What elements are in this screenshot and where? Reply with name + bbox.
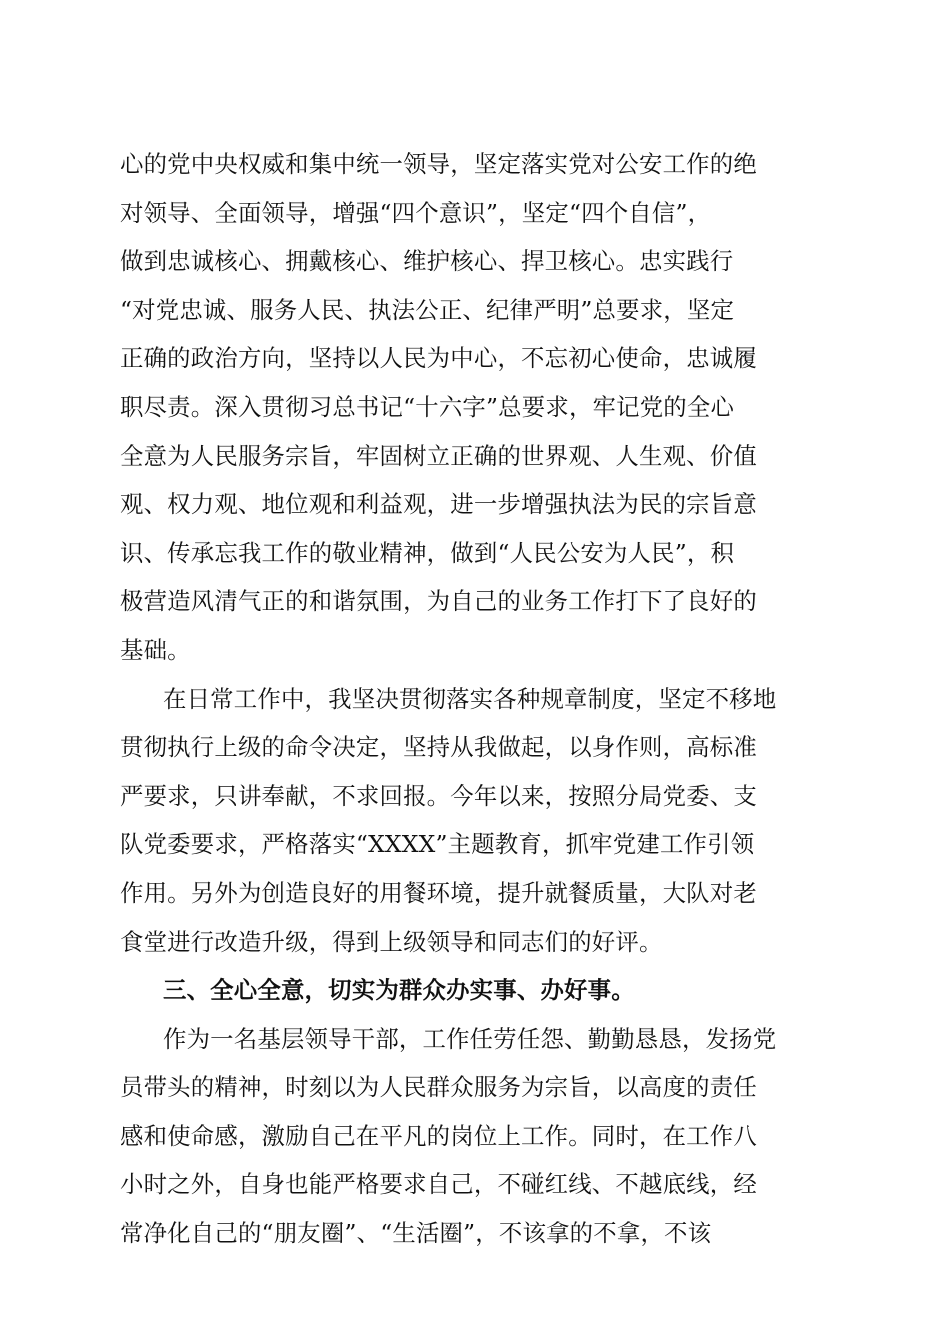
text-line: 观、权力观、地位观和利益观，进一步增强执法为民的宗旨意 — [120, 490, 757, 519]
text-line: 做到忠诚核心、拥戴核心、维护核心、捍卫核心。忠实践行 — [120, 247, 734, 276]
section-heading: 三、全心全意，切实为群众办实事、办好事。 — [163, 976, 635, 1005]
text-line: 正确的政治方向，坚持以人民为中心，不忘初心使命，忠诚履 — [120, 344, 757, 373]
text-line: 全意为人民服务宗旨，牢固树立正确的世界观、人生观、价值 — [120, 441, 757, 470]
text-line: 对领导、全面领导，增强“四个意识”，坚定“四个自信”， — [120, 198, 712, 227]
text-line: 员带头的精神，时刻以为人民群众服务为宗旨，以高度的责任 — [120, 1073, 757, 1102]
text-line: 严要求，只讲奉献，不求回报。今年以来，按照分局党委、支 — [120, 781, 757, 810]
text-line: 贯彻执行上级的命令决定，坚持从我做起，以身作则，高标准 — [120, 733, 757, 762]
text-line: 常净化自己的“朋友圈”、“生活圈”，不该拿的不拿，不该 — [120, 1219, 712, 1248]
text-line: 小时之外，自身也能严格要求自己，不碰红线、不越底线，经 — [120, 1170, 757, 1199]
text-line: 识、传承忘我工作的敬业精神，做到“人民公安为人民”，积 — [120, 538, 735, 567]
text-line: 基础。 — [120, 635, 191, 664]
paragraph-first-line: 作为一名基层领导干部，工作任劳任怨、勤勤恳恳，发扬党 — [163, 1024, 777, 1053]
text-line: 感和使命感，激励自己在平凡的岗位上工作。同时，在工作八 — [120, 1121, 757, 1150]
text-line: 职尽责。深入贯彻习总书记“十六字”总要求，牢记党的全心 — [120, 392, 735, 421]
text-line: 队党委要求，严格落实“XXXX”主题教育，抓牢党建工作引领 — [120, 830, 755, 859]
text-line: 心的党中央权威和集中统一领导，坚定落实党对公安工作的绝 — [120, 150, 757, 178]
text-line: 极营造风清气正的和谐氛围，为自己的业务工作打下了良好的 — [120, 587, 757, 616]
paragraph-first-line: 在日常工作中，我坚决贯彻落实各种规章制度，坚定不移地 — [163, 684, 777, 713]
text-line: “对党忠诚、服务人民、执法公正、纪律严明”总要求，坚定 — [120, 295, 735, 324]
document-page — [120, 140, 830, 1258]
text-line: 食堂进行改造升级，得到上级领导和同志们的好评。 — [120, 927, 663, 956]
text-line: 作用。另外为创造良好的用餐环境，提升就餐质量，大队对老 — [120, 878, 757, 907]
